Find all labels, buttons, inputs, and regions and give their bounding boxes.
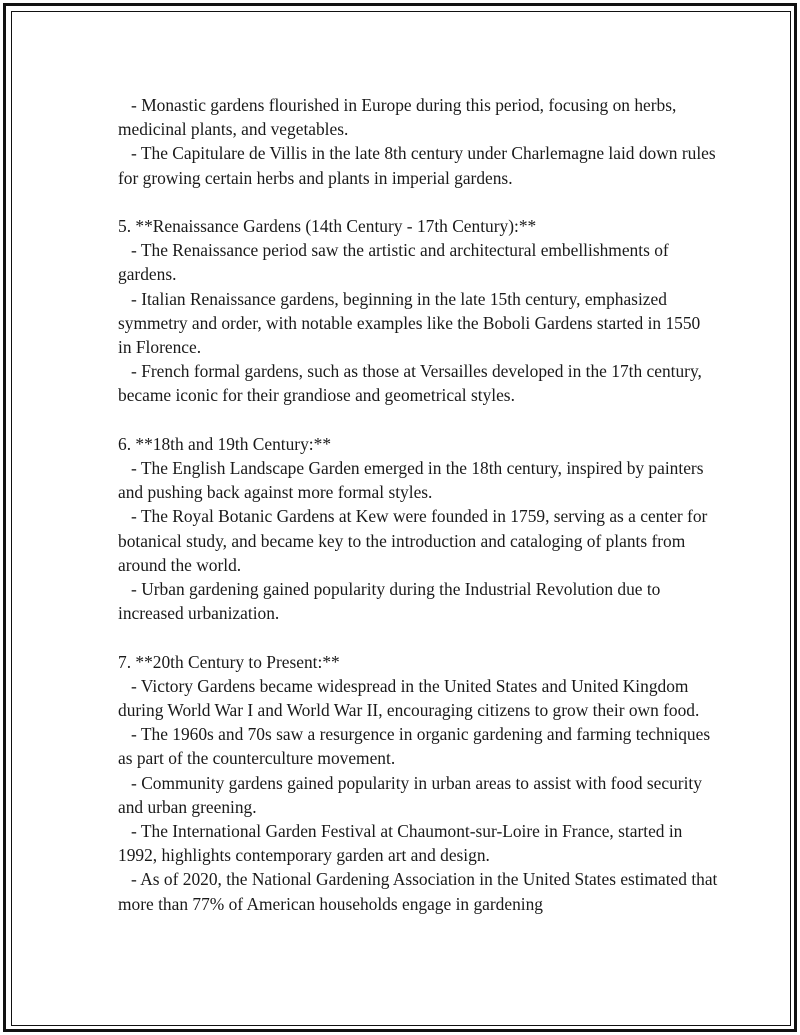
list-item: - Urban gardening gained popularity during the Industrial Revolution due to increased urbanization.	[118, 579, 661, 624]
list-item-text: Italian Renaissance gardens, beginning in the late 15th century, emphasized symmetry and order, with notable examples like the Boboli Gardens started in 1550 in Florence.	[118, 288, 701, 358]
section-middle-ages-continued	[118, 93, 718, 190]
list-item: - The Royal Botanic Gardens at Kew were founded in 1759, serving as a center for botanical study, and became key to the introduction and cataloging of plants from around the world.	[118, 506, 708, 575]
list-item-text: Urban gardening gained popularity during the Industrial Revolution due to increased urbanization.	[118, 579, 661, 624]
list-item-text: Monastic gardens flourished in Europe during this period, focusing on herbs, medicinal plants, and vegetables.	[118, 95, 677, 140]
list-item: - Victory Gardens became widespread in the United States and United Kingdom during World War I and World War II, encouraging citizens to grow their own food.	[118, 675, 700, 721]
list-item: - As of 2020, the National Gardening Association in the United States estimated that more than 77% of American households engage in gardening	[118, 869, 718, 914]
list-item: - The English Landscape Garden emerged in the 18th century, inspired by painters and pushing back against more formal styles.	[118, 458, 704, 503]
section-20th-century-present	[118, 650, 718, 916]
document-body	[118, 93, 718, 916]
section-heading: 7. **20th Century to Present:**	[118, 651, 340, 672]
section-heading: 6. **18th and 19th Century:**	[118, 433, 332, 454]
list-item: - The Renaissance period saw the artistic and architectural embellishments of gardens.	[118, 240, 669, 285]
list-item-text: The 1960s and 70s saw a resurgence in organic gardening and farming techniques as part of the counterculture movement.	[118, 724, 711, 769]
list-item: - Italian Renaissance gardens, beginning in the late 15th century, emphasized symmetry and order, with notable examples like the Boboli Gardens started in 1550 in Florence.	[118, 288, 701, 358]
list-item: - The 1960s and 70s saw a resurgence in organic gardening and farming techniques as part of the counterculture movement.	[118, 724, 711, 769]
list-item: - Monastic gardens flourished in Europe during this period, focusing on herbs, medicinal plants, and vegetables.	[118, 95, 677, 140]
list-item-text: Victory Gardens became widespread in the United States and United Kingdom during World War I and World War II, encouraging citizens to grow their own food.	[118, 675, 700, 721]
list-item-text: The Royal Botanic Gardens at Kew were founded in 1759, serving as a center for botanical study, and became key to the introduction and cataloging of plants from around the world.	[118, 506, 708, 575]
list-item: - The International Garden Festival at Chaumont-sur-Loire in France, started in 1992, highlights contemporary garden art and design.	[118, 821, 683, 866]
list-item-text: The English Landscape Garden emerged in the 18th century, inspired by painters and pushing back against more formal styles.	[118, 458, 704, 503]
list-item-text: The International Garden Festival at Chaumont-sur-Loire in France, started in 1992, highlights contemporary garden art and design.	[118, 821, 683, 866]
list-item-text: French formal gardens, such as those at Versailles developed in the 17th century, became iconic for their grandiose and geometrical styles.	[118, 361, 702, 406]
section-renaissance	[118, 214, 718, 408]
list-item: - French formal gardens, such as those at Versailles developed in the 17th century, became iconic for their grandiose and geometrical styles.	[118, 361, 702, 406]
list-item: - Community gardens gained popularity in urban areas to assist with food security and urban greening.	[118, 772, 702, 817]
list-item-text: As of 2020, the National Gardening Association in the United States estimated that more than 77% of American households engage in gardening	[118, 869, 718, 914]
list-item-text: Community gardens gained popularity in urban areas to assist with food security and urban greening.	[118, 772, 702, 817]
list-item-text: The Capitulare de Villis in the late 8th century under Charlemagne laid down rules for growing certain herbs and plants in imperial gardens.	[118, 143, 716, 188]
section-heading: 5. **Renaissance Gardens (14th Century - 17th Century):**	[118, 216, 537, 236]
list-item: - The Capitulare de Villis in the late 8th century under Charlemagne laid down rules for growing certain herbs and plants in imperial gardens.	[118, 143, 716, 188]
section-18th-19th-century	[118, 432, 718, 626]
list-item-text: The Renaissance period saw the artistic and architectural embellishments of gardens.	[118, 240, 669, 285]
